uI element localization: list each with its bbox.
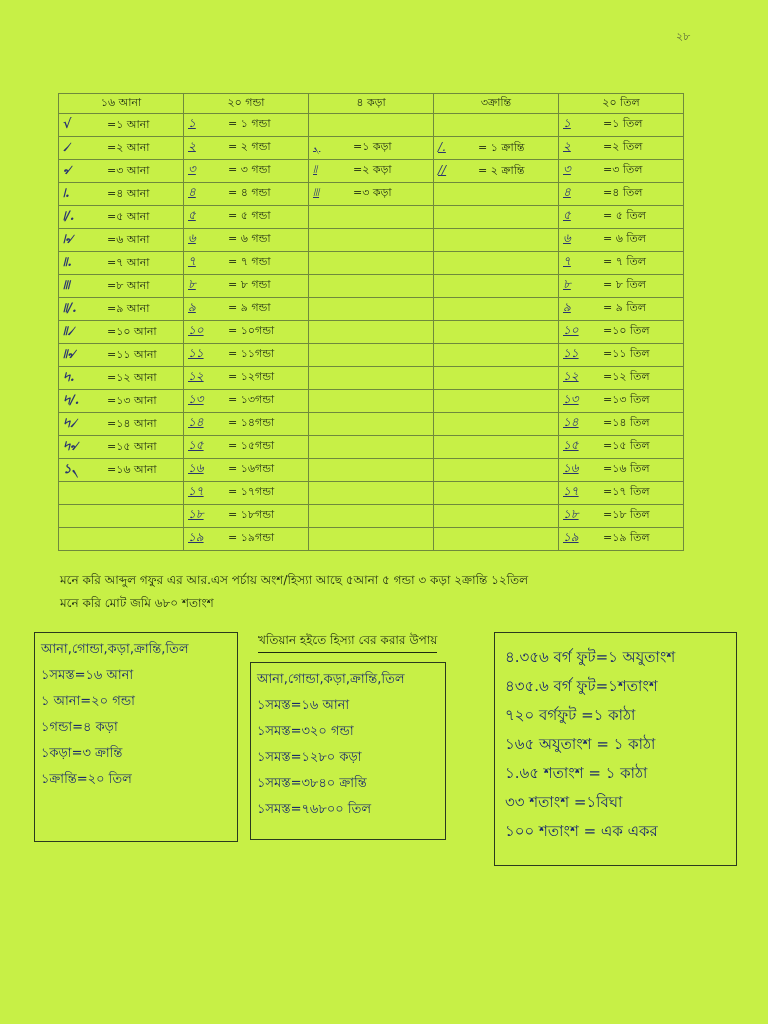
- til-symbol: ৫: [563, 208, 571, 222]
- til-symbol: ১১: [563, 346, 579, 360]
- area-line: ৪.৩৫৬ বর্গ ফুট=১ অযুতাংশ: [505, 648, 676, 666]
- cell-kora: [309, 321, 434, 344]
- til-symbol: ১৫: [563, 438, 579, 452]
- relation-line: ১ক্রান্তি=২০ তিল: [41, 772, 132, 787]
- gonda-value: = ৮ গন্ডা: [228, 278, 271, 291]
- cell-kranti: [434, 482, 559, 505]
- kora-value: =২ কড়া: [353, 163, 392, 176]
- cell-gonda: [184, 344, 309, 367]
- cell-ana: [59, 344, 184, 367]
- cell-ana: [59, 114, 184, 137]
- cell-kora: [309, 436, 434, 459]
- ana-value: =১১ আনা: [107, 347, 157, 361]
- cell-kora: [309, 298, 434, 321]
- ana-value: =৩ আনা: [107, 163, 150, 177]
- cell-til: [559, 390, 684, 413]
- cell-ana: [59, 321, 184, 344]
- til-value: =১৬ তিল: [603, 462, 650, 475]
- relation-line: ১সমস্ত=১৬ আনা: [41, 668, 134, 683]
- cell-ana: [59, 252, 184, 275]
- header-ana: ১৬ আনা: [59, 94, 184, 114]
- cell-kranti: [434, 137, 559, 160]
- example-share-statement: মনে করি আব্দুল গফুর এর আর.এস পর্চায় অংশ/হিস্যা আছে ৫আনা ৫ গন্ডা ৩ কড়া ২ক্রান্তি ১২তিল: [60, 573, 529, 587]
- share-line: ১সমস্ত=৩২০ গন্ডা: [257, 724, 354, 739]
- cell-ana: [59, 482, 184, 505]
- gonda-value: = ১ গন্ডা: [228, 117, 271, 130]
- cell-ana: [59, 160, 184, 183]
- share-line: ১সমস্ত=৭৬৮০০ তিল: [257, 802, 372, 817]
- cell-til: [559, 275, 684, 298]
- ana-symbol: ৵: [63, 162, 72, 178]
- cell-kranti: [434, 528, 559, 551]
- gonda-symbol: ১৭: [188, 484, 204, 498]
- ana-value: =৫ আনা: [107, 209, 150, 223]
- gonda-value: = ৭ গন্ডা: [228, 255, 271, 268]
- share-line: ১সমস্ত=৩৮৪০ ক্রান্তি: [257, 776, 367, 791]
- ana-value: =১ আনা: [107, 117, 150, 131]
- til-value: = ৯ তিল: [603, 301, 646, 314]
- cell-til: [559, 252, 684, 275]
- table-row: [59, 206, 684, 229]
- cell-kranti: [434, 252, 559, 275]
- khatian-share-box: [250, 662, 446, 840]
- gonda-value: = ৬ গন্ডা: [228, 232, 271, 245]
- cell-kora: [309, 482, 434, 505]
- kora-value: =৩ কড়া: [353, 186, 392, 199]
- cell-til: [559, 367, 684, 390]
- til-symbol: ৮: [563, 277, 571, 291]
- ana-symbol: ৷৷/.: [63, 300, 77, 316]
- cell-kora: [309, 252, 434, 275]
- relation-line: আনা,গোন্ডা,কড়া,ক্রান্তি,তিল: [41, 642, 189, 657]
- cell-ana: [59, 390, 184, 413]
- table-row: [59, 183, 684, 206]
- share-line: ১সমস্ত=১৬ আনা: [257, 698, 350, 713]
- gonda-symbol: ২: [188, 139, 196, 153]
- ana-value: =৮ আনা: [107, 278, 150, 292]
- table-row: [59, 298, 684, 321]
- cell-ana: [59, 206, 184, 229]
- cell-gonda: [184, 114, 309, 137]
- gonda-value: = ১০গন্ডা: [228, 324, 275, 337]
- cell-til: [559, 183, 684, 206]
- cell-kranti: [434, 436, 559, 459]
- khatian-share-title: খতিয়ান হইতে হিস্যা বের করার উপায়: [258, 632, 437, 653]
- ana-value: =১০ আনা: [107, 324, 157, 338]
- kranti-symbol: /.: [438, 139, 446, 154]
- cell-ana: [59, 528, 184, 551]
- ana-symbol: ৴: [63, 139, 70, 155]
- table-row: [59, 528, 684, 551]
- table-body: [59, 114, 684, 551]
- table-row: [59, 344, 684, 367]
- til-symbol: ১৭: [563, 484, 579, 498]
- cell-kora: [309, 413, 434, 436]
- ana-symbol: ৷৷৴: [63, 323, 75, 339]
- til-symbol: ১৪: [563, 415, 579, 429]
- cell-gonda: [184, 390, 309, 413]
- table-row: [59, 137, 684, 160]
- cell-kora: [309, 275, 434, 298]
- header-til: ২০ তিল: [559, 94, 684, 114]
- cell-til: [559, 528, 684, 551]
- ana-symbol: ১৲: [63, 461, 80, 477]
- ana-value: =১৬ আনা: [107, 462, 157, 476]
- cell-kora: [309, 160, 434, 183]
- table-row: [59, 114, 684, 137]
- relation-line: ১গন্ডা=৪ কড়া: [41, 720, 118, 735]
- ana-value: =২ আনা: [107, 140, 150, 154]
- til-symbol: ১২: [563, 369, 579, 383]
- gonda-value: = ১৭গন্ডা: [228, 485, 275, 498]
- cell-kranti: [434, 183, 559, 206]
- til-symbol: ২: [563, 139, 571, 153]
- kranti-value: = ১ ক্রান্তি: [478, 140, 525, 154]
- cell-kora: [309, 137, 434, 160]
- ana-symbol: √: [63, 116, 72, 132]
- unit-conversion-table: [58, 93, 684, 551]
- cell-ana: [59, 275, 184, 298]
- cell-gonda: [184, 275, 309, 298]
- gonda-value: = ৪ গন্ডা: [228, 186, 271, 199]
- ana-value: =১৫ আনা: [107, 439, 157, 453]
- til-symbol: ৬: [563, 231, 571, 245]
- cell-gonda: [184, 183, 309, 206]
- cell-kranti: [434, 459, 559, 482]
- gonda-value: = ১৬গন্ডা: [228, 462, 275, 475]
- cell-gonda: [184, 137, 309, 160]
- til-value: =১৯ তিল: [603, 531, 650, 544]
- cell-ana: [59, 413, 184, 436]
- gonda-symbol: ৫: [188, 208, 196, 222]
- gonda-symbol: ৬: [188, 231, 196, 245]
- ana-symbol: ৷৷.: [63, 254, 72, 270]
- unit-relations-box: [34, 632, 238, 842]
- til-symbol: ৩: [563, 162, 571, 176]
- til-value: = ৫ তিল: [603, 209, 646, 222]
- til-symbol: ১৬: [563, 461, 579, 475]
- table-row: [59, 482, 684, 505]
- cell-gonda: [184, 252, 309, 275]
- relation-line: ১কড়া=৩ ক্রান্তি: [41, 746, 123, 761]
- gonda-symbol: ৩: [188, 162, 196, 176]
- ana-value: =৬ আনা: [107, 232, 150, 246]
- til-value: =৩ তিল: [603, 163, 643, 176]
- share-line: ১সমস্ত=১২৮০ কড়া: [257, 750, 362, 765]
- gonda-value: = ২ গন্ডা: [228, 140, 271, 153]
- example-land-statement: মনে করি মোট জমি ৬৮০ শতাংশ: [60, 596, 214, 610]
- gonda-value: = ১৫গন্ডা: [228, 439, 275, 452]
- cell-ana: [59, 505, 184, 528]
- gonda-value: = ১৪গন্ডা: [228, 416, 275, 429]
- cell-ana: [59, 137, 184, 160]
- cell-kora: [309, 367, 434, 390]
- ana-value: =৪ আনা: [107, 186, 150, 200]
- ana-value: =১৪ আনা: [107, 416, 157, 430]
- cell-kranti: [434, 321, 559, 344]
- til-value: =৪ তিল: [603, 186, 643, 199]
- til-value: =১৮ তিল: [603, 508, 650, 521]
- area-line: ১.৬৫ শতাংশ = ১ কাঠা: [505, 764, 648, 782]
- table-row: [59, 390, 684, 413]
- gonda-value: = ১১গন্ডা: [228, 347, 275, 360]
- til-value: = ৮ তিল: [603, 278, 646, 291]
- area-line: ১০০ শতাংশ = এক একর: [505, 822, 658, 840]
- table-header-row: [59, 94, 684, 114]
- cell-til: [559, 321, 684, 344]
- cell-gonda: [184, 160, 309, 183]
- cell-kora: [309, 114, 434, 137]
- cell-til: [559, 344, 684, 367]
- cell-gonda: [184, 298, 309, 321]
- table-row: [59, 160, 684, 183]
- table-row: [59, 505, 684, 528]
- ana-value: =১৩ আনা: [107, 393, 157, 407]
- ana-symbol: ৸.: [63, 369, 75, 385]
- cell-gonda: [184, 321, 309, 344]
- cell-til: [559, 114, 684, 137]
- cell-gonda: [184, 413, 309, 436]
- gonda-symbol: ১৫: [188, 438, 204, 452]
- til-value: =১৩ তিল: [603, 393, 650, 406]
- til-symbol: ১৮: [563, 507, 579, 521]
- gonda-value: = ৩ গন্ডা: [228, 163, 271, 176]
- kora-value: =১ কড়া: [353, 140, 392, 153]
- cell-kranti: [434, 298, 559, 321]
- gonda-symbol: ১২: [188, 369, 204, 383]
- header-gonda: ২০ গন্ডা: [184, 94, 309, 114]
- cell-kora: [309, 505, 434, 528]
- table-row: [59, 321, 684, 344]
- til-symbol: ১৯: [563, 530, 579, 544]
- til-symbol: ১৩: [563, 392, 579, 406]
- gonda-symbol: ৪: [188, 185, 196, 199]
- table-row: [59, 252, 684, 275]
- cell-kranti: [434, 206, 559, 229]
- table-row: [59, 459, 684, 482]
- ana-symbol: ৷৷৵: [63, 346, 76, 362]
- cell-til: [559, 505, 684, 528]
- til-value: =১২ তিল: [603, 370, 650, 383]
- til-symbol: ১: [563, 116, 571, 130]
- cell-kranti: [434, 367, 559, 390]
- ana-symbol: ৸৵: [63, 438, 79, 454]
- area-line: ৭২০ বর্গফুট =১ কাঠা: [505, 706, 636, 724]
- table-row: [59, 413, 684, 436]
- gonda-symbol: ১৪: [188, 415, 204, 429]
- relation-line: ১ আনা=২০ গন্ডা: [41, 694, 135, 709]
- cell-kranti: [434, 275, 559, 298]
- til-value: =১১ তিল: [603, 347, 650, 360]
- cell-ana: [59, 229, 184, 252]
- til-symbol: ১০: [563, 323, 579, 337]
- header-kranti: ৩ক্রান্তি: [434, 94, 559, 114]
- cell-gonda: [184, 206, 309, 229]
- til-value: = ৭ তিল: [603, 255, 646, 268]
- cell-til: [559, 482, 684, 505]
- cell-kora: [309, 229, 434, 252]
- cell-kranti: [434, 505, 559, 528]
- gonda-symbol: ১১: [188, 346, 204, 360]
- cell-til: [559, 137, 684, 160]
- ana-value: =৯ আনা: [107, 301, 150, 315]
- gonda-symbol: ১০: [188, 323, 204, 337]
- kranti-symbol: //: [438, 162, 447, 177]
- cell-kranti: [434, 390, 559, 413]
- cell-kora: [309, 459, 434, 482]
- ana-symbol: ৷৷৷: [63, 277, 70, 293]
- til-value: =১ তিল: [603, 117, 643, 130]
- cell-til: [559, 229, 684, 252]
- til-value: =১৪ তিল: [603, 416, 650, 429]
- area-line: ১৬৫ অযুতাংশ = ১ কাঠা: [505, 735, 656, 753]
- til-value: = ৬ তিল: [603, 232, 646, 245]
- cell-til: [559, 413, 684, 436]
- kora-symbol: ৲: [313, 139, 321, 153]
- cell-kranti: [434, 344, 559, 367]
- gonda-symbol: ১৮: [188, 507, 204, 521]
- til-value: =১৫ তিল: [603, 439, 650, 452]
- gonda-value: = ১৯গন্ডা: [228, 531, 275, 544]
- ana-symbol: ৷.: [63, 185, 70, 201]
- table-row: [59, 275, 684, 298]
- kranti-value: = ২ ক্রান্তি: [478, 163, 525, 177]
- cell-kora: [309, 390, 434, 413]
- cell-ana: [59, 367, 184, 390]
- ana-symbol: ৷/.: [63, 208, 75, 224]
- til-symbol: ৯: [563, 300, 571, 314]
- table-row: [59, 229, 684, 252]
- cell-kranti: [434, 413, 559, 436]
- gonda-value: = ৫ গন্ডা: [228, 209, 271, 222]
- cell-ana: [59, 183, 184, 206]
- cell-gonda: [184, 436, 309, 459]
- cell-ana: [59, 436, 184, 459]
- til-symbol: ৪: [563, 185, 571, 199]
- area-line: ৩৩ শতাংশ =১বিঘা: [505, 793, 623, 811]
- cell-gonda: [184, 505, 309, 528]
- cell-kora: [309, 183, 434, 206]
- gonda-symbol: ৯: [188, 300, 196, 314]
- ana-symbol: ৸/.: [63, 392, 80, 408]
- table-row: [59, 367, 684, 390]
- cell-gonda: [184, 459, 309, 482]
- gonda-symbol: ১৬: [188, 461, 204, 475]
- cell-ana: [59, 298, 184, 321]
- gonda-value: = ১৮গন্ডা: [228, 508, 275, 521]
- cell-til: [559, 459, 684, 482]
- til-value: =১৭ তিল: [603, 485, 650, 498]
- til-symbol: ৭: [563, 254, 571, 268]
- gonda-symbol: ৭: [188, 254, 196, 268]
- til-value: =১০ তিল: [603, 324, 650, 337]
- kora-symbol: ৷৷৷: [313, 185, 320, 199]
- cell-kranti: [434, 114, 559, 137]
- ana-value: =৭ আনা: [107, 255, 150, 269]
- area-line: ৪৩৫.৬ বর্গ ফুট=১শতাংশ: [505, 677, 658, 695]
- area-conversion-box: [494, 632, 737, 866]
- ana-symbol: ৷৵: [63, 231, 74, 247]
- cell-til: [559, 160, 684, 183]
- cell-ana: [59, 459, 184, 482]
- cell-til: [559, 206, 684, 229]
- gonda-symbol: ১৩: [188, 392, 204, 406]
- cell-til: [559, 298, 684, 321]
- gonda-value: = ১২গন্ডা: [228, 370, 275, 383]
- cell-kora: [309, 206, 434, 229]
- cell-gonda: [184, 528, 309, 551]
- cell-kranti: [434, 160, 559, 183]
- ana-value: =১২ আনা: [107, 370, 157, 384]
- cell-til: [559, 436, 684, 459]
- gonda-value: = ৯ গন্ডা: [228, 301, 271, 314]
- cell-kranti: [434, 229, 559, 252]
- cell-kora: [309, 344, 434, 367]
- header-kora: ৪ কড়া: [309, 94, 434, 114]
- kora-symbol: ৷৷: [313, 162, 318, 176]
- cell-gonda: [184, 482, 309, 505]
- page-number: ২৮: [676, 30, 691, 43]
- gonda-symbol: ৮: [188, 277, 196, 291]
- gonda-value: = ১৩গন্ডা: [228, 393, 275, 406]
- gonda-symbol: ১৯: [188, 530, 204, 544]
- cell-gonda: [184, 229, 309, 252]
- ana-symbol: ৸৴: [63, 415, 77, 431]
- share-line: আনা,গোন্ডা,কড়া,ক্রান্তি,তিল: [257, 672, 405, 687]
- til-value: =২ তিল: [603, 140, 643, 153]
- cell-kora: [309, 528, 434, 551]
- gonda-symbol: ১: [188, 116, 196, 130]
- table-row: [59, 436, 684, 459]
- cell-gonda: [184, 367, 309, 390]
